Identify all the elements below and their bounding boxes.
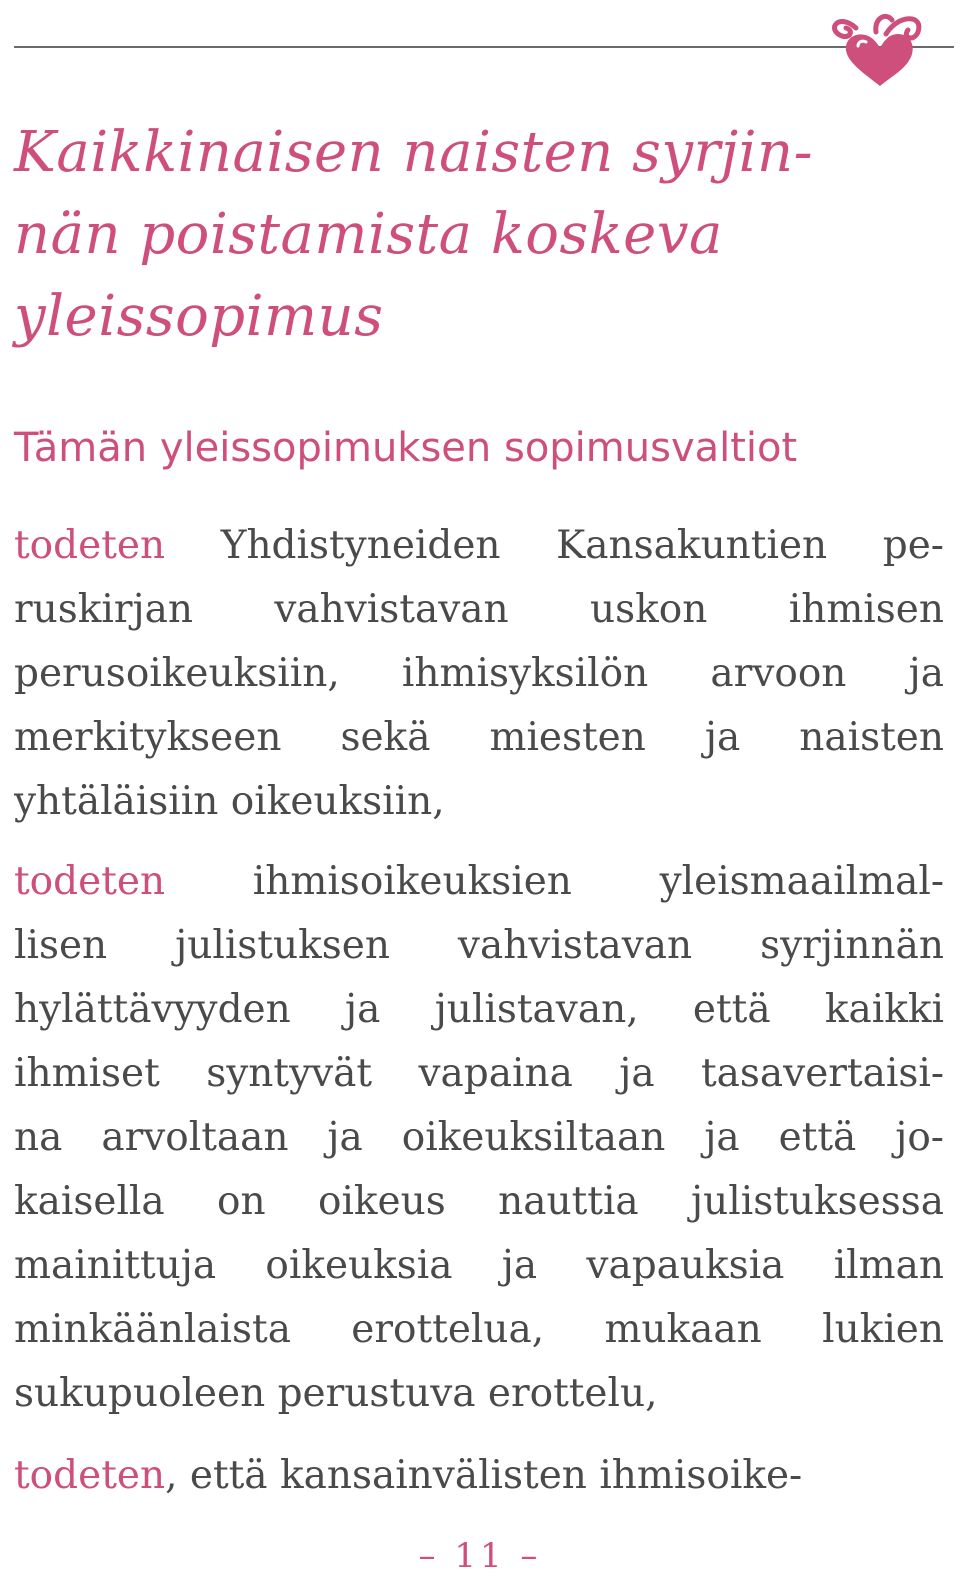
paragraph-line: merkitykseen sekä miesten ja naisten	[14, 715, 944, 760]
paragraph-line: na arvoltaan ja oikeuksiltaan ja että jo-	[14, 1115, 944, 1160]
heart-with-swirls-icon	[828, 8, 932, 90]
paragraph-line: lisen julistuksen vahvistavan syrjinnän	[14, 923, 944, 968]
text: ihmisoikeuksien yleismaailmal-	[165, 859, 944, 904]
paragraph	[14, 850, 944, 1426]
paragraph-line	[14, 1444, 944, 1508]
title-line: nän poistamista koskeva	[14, 202, 723, 267]
page-number: – 11 –	[418, 1536, 542, 1576]
paragraph	[14, 514, 944, 834]
paragraph-line	[14, 514, 944, 578]
header-rule	[14, 46, 954, 48]
keyword: todeten	[14, 859, 166, 904]
paragraph-line: perusoikeuksiin, ihmisyksilön arvoon ja	[14, 651, 944, 696]
paragraph	[14, 1444, 944, 1508]
text: , että kansainvälisten ihmisoike-	[165, 1453, 803, 1498]
paragraph-line	[14, 850, 944, 914]
title-line: Kaikkinaisen naisten syrjin-	[14, 120, 814, 185]
document-title	[14, 112, 934, 358]
text: Yhdistyneiden Kansakuntien pe-	[165, 523, 944, 568]
paragraph-line: ruskirjan vahvistavan uskon ihmisen	[14, 587, 944, 632]
paragraph-line: minkäänlaista erottelua, mukaan lukien	[14, 1307, 944, 1352]
title-line: yleissopimus	[14, 284, 384, 349]
subtitle: Tämän yleissopimuksen sopimusvaltiot	[14, 425, 798, 471]
keyword: todeten	[14, 1453, 166, 1498]
paragraph-line: ihmiset syntyvät vapaina ja tasavertaisi-	[14, 1051, 944, 1096]
paragraph-line: sukupuoleen perustuva erottelu,	[14, 1371, 658, 1416]
paragraph-line: hylättävyyden ja julistavan, että kaikki	[14, 987, 944, 1032]
paragraph-line: kaisella on oikeus nauttia julistuksessa	[14, 1179, 944, 1224]
paragraph-line: yhtäläisiin oikeuksiin,	[14, 779, 445, 824]
paragraph-line: mainittuja oikeuksia ja vapauksia ilman	[14, 1243, 944, 1288]
keyword: todeten	[14, 523, 166, 568]
